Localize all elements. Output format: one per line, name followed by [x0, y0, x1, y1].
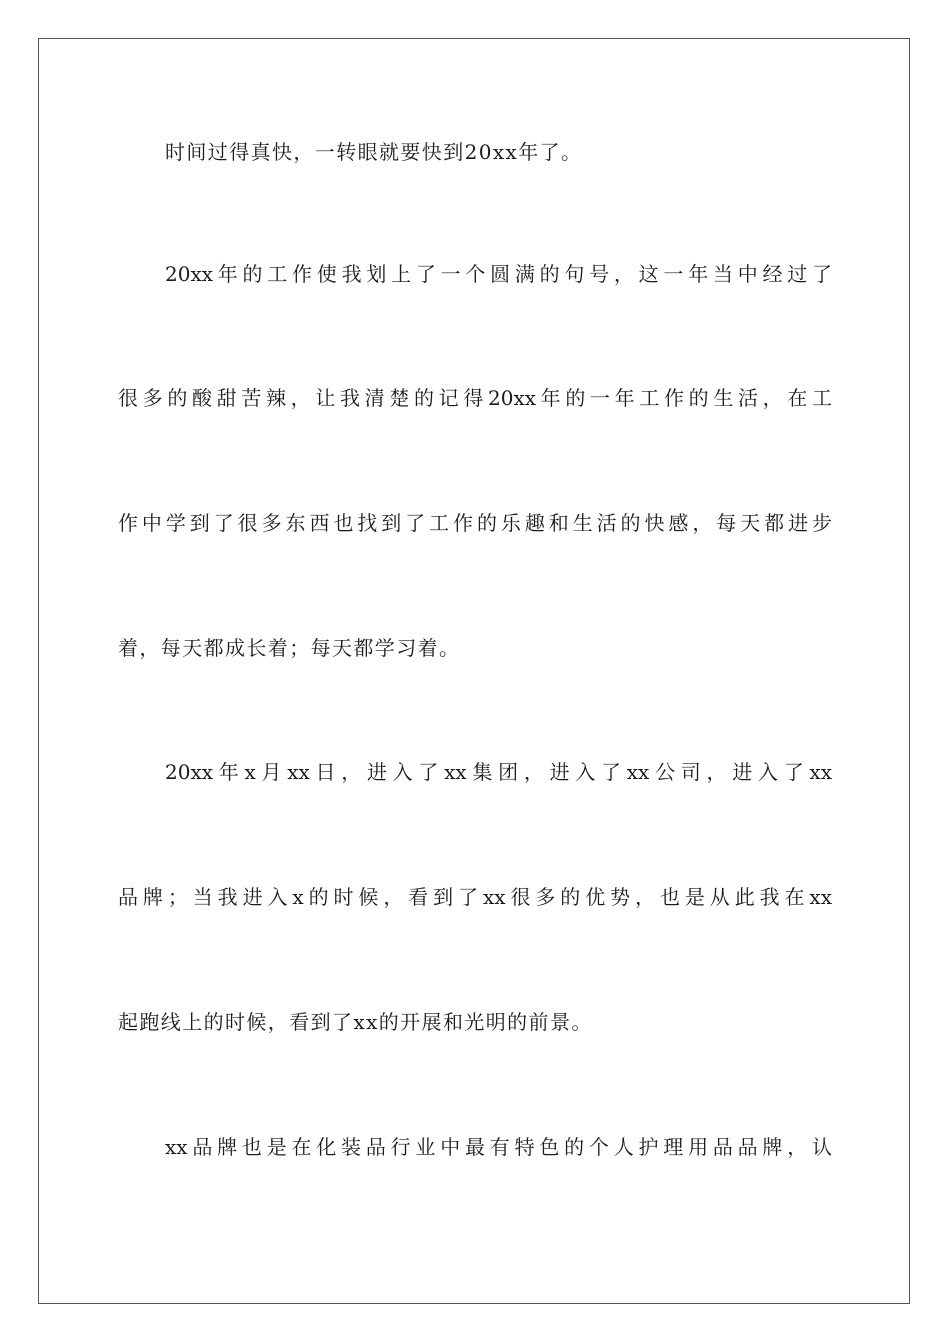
- paragraph-3-line-3: 起跑线上的时候，看到了xx的开展和光明的前景。: [118, 1010, 593, 1034]
- paragraph-3-line-1: 20xx年x月xx日，进入了xx集团，进入了xx公司，进入了xx: [165, 760, 832, 784]
- paragraph-1-line-1: 时间过得真快，一转眼就要快到20xx年了。: [165, 140, 583, 164]
- paragraph-2-line-2: 很多的酸甜苦辣，让我清楚的记得20xx年的一年工作的生活，在工: [118, 386, 832, 410]
- paragraph-2-line-1: 20xx年的工作使我划上了一个圆满的句号，这一年当中经过了: [165, 262, 832, 286]
- page-frame: [38, 38, 910, 1304]
- paragraph-2-line-3: 作中学到了很多东西也找到了工作的乐趣和生活的快感，每天都进步: [118, 511, 832, 535]
- paragraph-3-line-2: 品牌；当我进入x的时候，看到了xx很多的优势，也是从此我在xx: [118, 885, 832, 909]
- paragraph-2-line-4: 着，每天都成长着；每天都学习着。: [118, 636, 461, 660]
- paragraph-4-line-1: xx品牌也是在化装品行业中最有特色的个人护理用品品牌，认: [165, 1135, 832, 1159]
